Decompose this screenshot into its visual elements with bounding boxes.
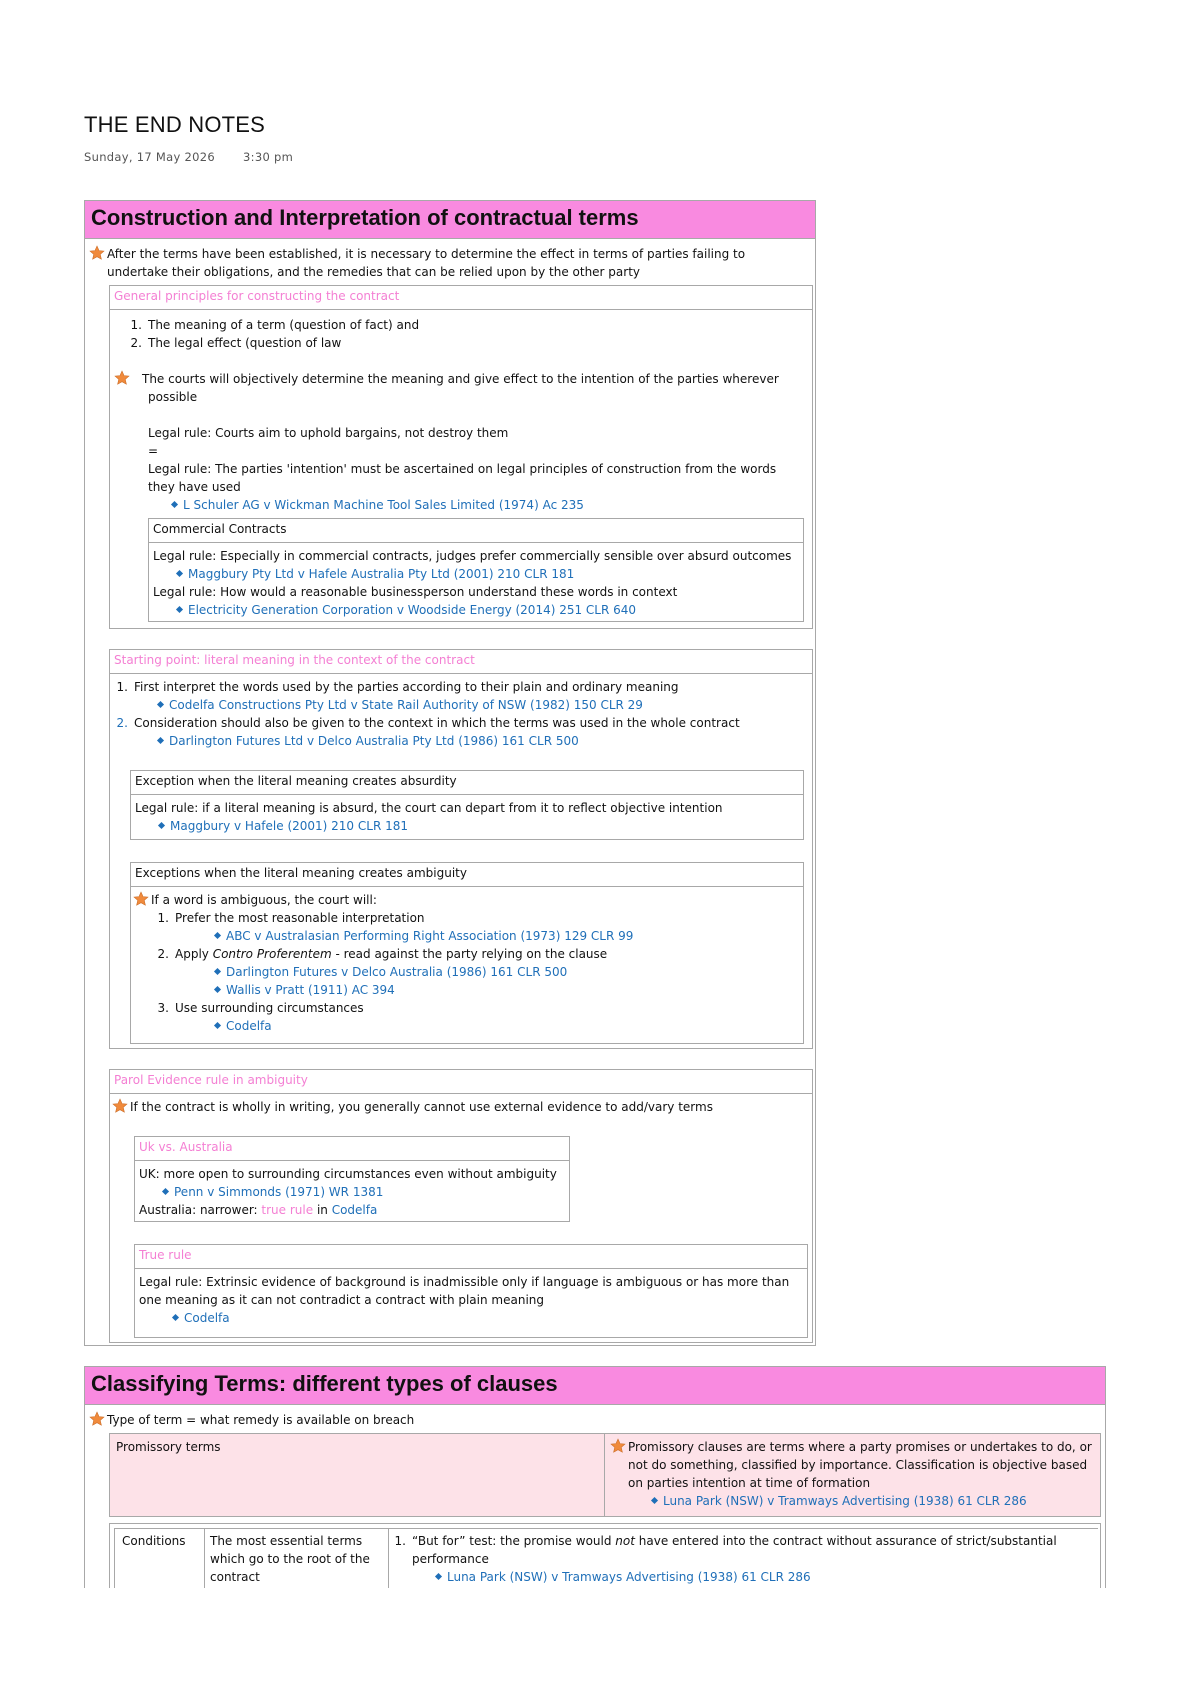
text-line: contract bbox=[210, 1570, 260, 1584]
star-icon bbox=[114, 370, 130, 386]
commercial-contracts-box bbox=[148, 518, 804, 622]
page-title: THE END NOTES bbox=[84, 112, 266, 137]
text-line: Australia: narrower: true rule in Codelfa bbox=[139, 1203, 378, 1217]
box-title: General principles for constructing the contract bbox=[110, 286, 812, 310]
diamond-bullet-icon bbox=[157, 701, 164, 708]
starting-point-box bbox=[109, 649, 813, 1049]
case-link[interactable]: Codelfa bbox=[215, 1017, 272, 1035]
diamond-bullet-icon bbox=[214, 932, 221, 939]
diamond-bullet-icon bbox=[214, 986, 221, 993]
ambiguity-box bbox=[130, 862, 804, 1044]
case-link[interactable]: Codelfa Constructions Pty Ltd v State Rail Authority of NSW (1982) 150 CLR 29 bbox=[158, 696, 643, 714]
case-link[interactable]: Darlington Futures v Delco Australia (1986) 161 CLR 500 bbox=[215, 963, 567, 981]
diamond-bullet-icon bbox=[651, 1497, 658, 1504]
time-text: 3:30 pm bbox=[243, 150, 294, 164]
uk-vs-australia-box bbox=[134, 1136, 570, 1222]
list-item: 1. “But for” test: the promise would not have entered into the contract without assurance of strict/substantial bbox=[394, 1534, 1057, 1548]
case-link[interactable]: Penn v Simmonds (1971) WR 1381 bbox=[163, 1183, 383, 1201]
star-line: Promissory clauses are terms where a party promises or undertakes to do, or bbox=[610, 1438, 1092, 1456]
box-title: Parol Evidence rule in ambiguity bbox=[110, 1070, 812, 1094]
true-rule-box bbox=[134, 1244, 808, 1338]
diamond-bullet-icon bbox=[172, 1314, 179, 1321]
diamond-bullet-icon bbox=[171, 501, 178, 508]
diamond-bullet-icon bbox=[214, 968, 221, 975]
general-principles-box bbox=[109, 285, 813, 629]
intro-line: After the terms have been established, it is necessary to determine the effect in terms of parties failing to bbox=[89, 245, 745, 263]
text-line: possible bbox=[148, 390, 198, 404]
box-title: True rule bbox=[135, 1245, 807, 1269]
list-item: 3. Use surrounding circumstances bbox=[157, 1001, 364, 1015]
diamond-bullet-icon bbox=[435, 1573, 442, 1580]
date-text: Sunday, 17 May 2026 bbox=[84, 150, 216, 164]
text-line: The most essential terms bbox=[210, 1534, 363, 1548]
legal-rule: Legal rule: Extrinsic evidence of background is inadmissible only if language is ambiguous or has more than bbox=[139, 1275, 790, 1289]
page-bottom-margin bbox=[0, 1588, 1200, 1698]
star-icon bbox=[89, 1411, 105, 1427]
section-title: Construction and Interpretation of contractual terms bbox=[85, 201, 815, 239]
legal-rule: Legal rule: The parties 'intention' must be ascertained on legal principles of construction from the words bbox=[148, 462, 777, 476]
legal-rule: Legal rule: Especially in commercial contracts, judges prefer commercially sensible over absurd outcomes bbox=[153, 549, 792, 563]
star-icon bbox=[89, 245, 105, 261]
case-link[interactable]: Maggbury Pty Ltd v Hafele Australia Pty Ltd (2001) 210 CLR 181 bbox=[177, 565, 574, 583]
diamond-bullet-icon bbox=[158, 822, 165, 829]
diamond-bullet-icon bbox=[162, 1188, 169, 1195]
section-construction bbox=[84, 200, 816, 1346]
page-date bbox=[84, 150, 321, 164]
conditions-label: Conditions bbox=[122, 1534, 186, 1548]
text-line: performance bbox=[412, 1552, 489, 1566]
case-link[interactable]: Luna Park (NSW) v Tramways Advertising (1938) 61 CLR 286 bbox=[436, 1568, 811, 1586]
promissory-terms-box bbox=[109, 1433, 1101, 1517]
star-line: If the contract is wholly in writing, you generally cannot use external evidence to add/vary terms bbox=[112, 1098, 713, 1116]
diamond-bullet-icon bbox=[214, 1022, 221, 1029]
text-line: UK: more open to surrounding circumstances even without ambiguity bbox=[139, 1167, 557, 1181]
box-title: Uk vs. Australia bbox=[135, 1137, 569, 1161]
star-icon bbox=[112, 1098, 128, 1114]
text-line: on parties intention at time of formation bbox=[628, 1476, 871, 1490]
star-line: The courts will objectively determine the meaning and give effect to the intention of the parties wherever bbox=[114, 370, 779, 388]
star-icon bbox=[133, 891, 149, 907]
list-item: 2. The legal effect (question of law bbox=[130, 336, 342, 350]
parol-evidence-box bbox=[109, 1069, 813, 1343]
diamond-bullet-icon bbox=[176, 606, 183, 613]
promissory-label: Promissory terms bbox=[116, 1440, 221, 1454]
case-link[interactable]: L Schuler AG v Wickman Machine Tool Sales Limited (1974) Ac 235 bbox=[172, 496, 584, 514]
list-item: 1. The meaning of a term (question of fact) and bbox=[130, 318, 420, 332]
text-line: one meaning as it can not contradict a contract with plain meaning bbox=[139, 1293, 545, 1307]
legal-rule: Legal rule: Courts aim to uphold bargains, not destroy them bbox=[148, 426, 509, 440]
case-link[interactable]: Wallis v Pratt (1911) AC 394 bbox=[215, 981, 395, 999]
intro-line-2: undertake their obligations, and the remedies that can be relied upon by the other party bbox=[107, 265, 641, 279]
diamond-bullet-icon bbox=[176, 570, 183, 577]
diamond-bullet-icon bbox=[157, 737, 164, 744]
case-link[interactable]: Darlington Futures Ltd v Delco Australia Pty Ltd (1986) 161 CLR 500 bbox=[158, 732, 579, 750]
case-link[interactable]: ABC v Australasian Performing Right Association (1973) 129 CLR 99 bbox=[215, 927, 633, 945]
absurdity-box bbox=[130, 770, 804, 840]
text-line: which go to the root of the bbox=[210, 1552, 370, 1566]
text-line: they have used bbox=[148, 480, 241, 494]
box-title: Exception when the literal meaning creates absurdity bbox=[131, 771, 803, 795]
box-title: Commercial Contracts bbox=[149, 519, 803, 543]
box-title: Exceptions when the literal meaning creates ambiguity bbox=[131, 863, 803, 887]
list-item: 2. Apply Contro Proferentem - read against the party relying on the clause bbox=[157, 947, 608, 961]
section-title: Classifying Terms: different types of clauses bbox=[85, 1367, 1105, 1405]
case-link[interactable]: Luna Park (NSW) v Tramways Advertising (1938) 61 CLR 286 bbox=[652, 1492, 1027, 1510]
case-link[interactable]: Electricity Generation Corporation v Woodside Energy (2014) 251 CLR 640 bbox=[177, 601, 636, 619]
legal-rule: Legal rule: How would a reasonable businessperson understand these words in context bbox=[153, 585, 678, 599]
star-icon bbox=[610, 1438, 626, 1454]
equals-text: = bbox=[148, 444, 159, 458]
star-line: Type of term = what remedy is available on breach bbox=[89, 1411, 414, 1429]
list-item: 2. Consideration should also be given to the context in which the terms was used in the whole contract bbox=[116, 716, 740, 730]
box-title: Starting point: literal meaning in the context of the contract bbox=[110, 650, 812, 674]
text-line: not do something, classified by importance. Classification is objective based bbox=[628, 1458, 1088, 1472]
legal-rule: Legal rule: if a literal meaning is absurd, the court can depart from it to reflect objective intention bbox=[135, 801, 723, 815]
case-link[interactable]: Maggbury v Hafele (2001) 210 CLR 181 bbox=[159, 817, 408, 835]
list-item: 1. Prefer the most reasonable interpretation bbox=[157, 911, 425, 925]
star-line: If a word is ambiguous, the court will: bbox=[133, 891, 377, 909]
list-item: 1. First interpret the words used by the parties according to their plain and ordinary meaning bbox=[116, 680, 679, 694]
case-link[interactable]: Codelfa bbox=[173, 1309, 230, 1327]
